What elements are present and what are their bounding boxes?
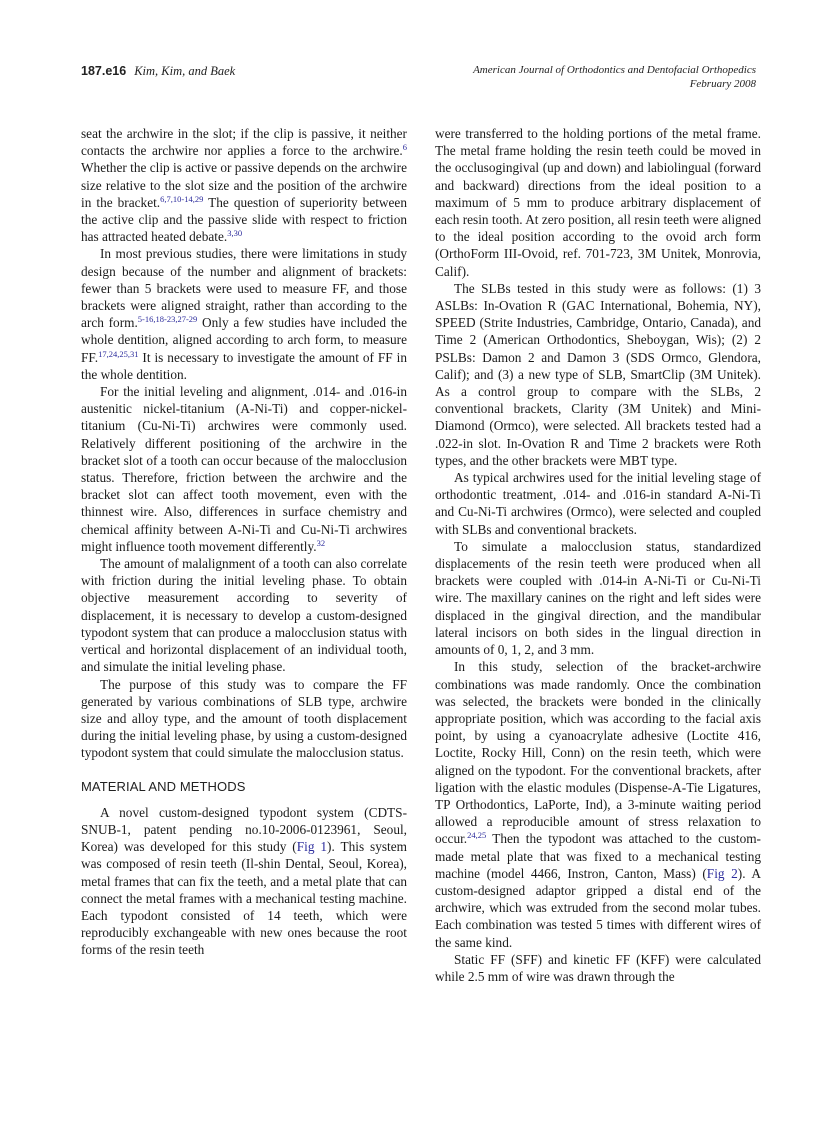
citation-link[interactable]: 32 — [316, 537, 326, 548]
running-authors: Kim, Kim, and Baek — [134, 64, 236, 78]
left-column — [81, 125, 407, 959]
text: It is necessary to investigate the amount of FF in the whole dentition. — [81, 349, 407, 382]
text: seat the archwire in the slot; if the clip is passive, it neither contacts the archwire nor applies a force to the archwire. — [81, 126, 407, 159]
text: A novel custom-designed typodont system (CDTS-SNUB-1, patent pending no.10-2006-0123961, Seoul, Korea) was developed for this study ( — [81, 804, 407, 855]
paragraph-3: As typical archwires used for the initial leveling stage of orthodontic treatment, .014- and .016-in standard A-Ni-Ti and Cu-Ni-Ti archwires (Ormco), were selected and coupled with SLBs and conventional brackets. — [435, 470, 761, 537]
right-column — [435, 125, 761, 985]
header-right — [473, 63, 756, 91]
text: In most previous studies, there were limitations in study design because of the number and alignment of brackets: fewer than 5 brackets were used to measure FF, and those brackets were aligned straight, rather than according to the arch form. — [81, 246, 407, 331]
paragraph-1: were transferred to the holding portions of the metal frame. The metal frame holding the resin teeth could be moved in the occlusogingival (up and down) and labiolingual (forward and backward) directions from the ideal position to a maximum of 5 mm to produce arbitrary displacement of each resin tooth. At zero position, all resin teeth were aligned to the ideal position according to the ovoid arch form (OrthoForm III-Ovoid, ref. 701-723, 3M Unitek, Monrovia, Calif). — [435, 126, 761, 279]
citation-link[interactable]: 5-16,18-23,27-29 — [137, 314, 198, 325]
figure-link[interactable]: Fig 1 — [296, 839, 328, 855]
figure-link[interactable]: Fig 2 — [706, 865, 738, 881]
journal-title: American Journal of Orthodontics and Dentofacial Orthopedics — [473, 64, 756, 76]
text: ). This system was composed of resin teeth (Il-shin Dental, Seoul, Korea), metal frames that can fix the teeth, and a metal plate that can connect the metal frames with a mechanical testing machine. Each typodont consisted of 14 teeth, which were reproducibly exchangeable with new ones because the root forms of the resin teeth — [81, 839, 407, 958]
text: Only a few studies have included the whole dentition, aligned according to arch form, to measure FF. — [81, 315, 407, 365]
section-heading: MATERIAL AND METHODS — [81, 778, 246, 794]
paragraph-2 — [81, 245, 407, 383]
text: Whether the clip is active or passive depends on the archwire size relative to the slot size and the position of the archwire in the bracket. — [81, 160, 407, 210]
text: Then the typodont was attached to the custom-made metal plate that was fixed to a mechanical testing machine (model 4466, Instron, Canton, Mass) ( — [435, 831, 761, 881]
page-number: 187.e16 — [81, 64, 127, 78]
paragraph-3 — [81, 383, 407, 555]
text: For the initial leveling and alignment, .014- and .016-in austenitic nickel-titanium (A-Ni-Ti) and copper-nickel-titanium (Cu-Ni-Ti) archwires were commonly used. Relatively different positioning of the archwire in the bracket slot of a tooth can occur because of the malocclusion status. Therefore, friction between the archwire and the bracket slot can affect tooth movement, even with the thinnest wire. Also, differences in surface chemistry and chemical affinity between A-Ni-Ti and Cu-Ni-Ti archwires might influence tooth movement differently. — [81, 384, 407, 554]
paragraph-2: The SLBs tested in this study were as follows: (1) 3 ASLBs: In-Ovation R (GAC International, Bohemia, NY), SPEED (Strite Industries, Cambridge, Ontario, Canada), and Time 2 (American Orthodontics, Sheboygan, Wis); (2) 2 PSLBs: Damon 2 and Damon 3 (SDS Ormco, Glendora, Calif); and (3) a new type of SLB, SmartClip (3M Unitek). As a control group to compare with the SLBs, 2 conventional brackets, Clarity (3M Unitek) and Mini-Diamond (Ormco), were selected. All brackets tested had a .022-in slot. In-Ovation R and Time 2 brackets were Roth types, and the other brackets were MBT type. — [435, 280, 761, 468]
paragraph-5 — [435, 658, 761, 950]
citation-link[interactable]: 24,25 — [467, 830, 487, 841]
paragraph-6: Static FF (SFF) and kinetic FF (KFF) were calculated while 2.5 mm of wire was drawn through the — [435, 951, 761, 984]
running-header — [81, 62, 756, 102]
text: ). A custom-designed adaptor gripped a distal end of the archwire, which was extruded from the second molar tubes. Each combination was tested 5 times with different wires of the same kind. — [435, 865, 761, 950]
paragraph-4: The amount of malalignment of a tooth can also correlate with friction during the initial leveling phase. To obtain objective measurement according to severity of displacement, it is necessary to develop a custom-designed typodont system that can produce a malocclusion status with vertical and horizontal displacement of an individual tooth, and simulate the initial leveling phase. — [81, 556, 407, 675]
citation-link[interactable]: 3,30 — [227, 228, 243, 239]
text: In this study, selection of the bracket-archwire combinations was made randomly. Once the combination was selected, the brackets were bonded in the clinically appropriate position, which was according to the facial axis point, by using a cyanoacrylate adhesive (Loctite 416, Loctite, Rocky Hill, Conn) on the resin teeth, which were aligned on the typodont. For the conventional brackets, after ligation with the elastic modules (Dispense-A-Tie Ligatures, TP Orthodontics, LaPorte, Ind), a 3-minute waiting period allowed a reproducible amount of stress relaxation to occur. — [435, 659, 761, 847]
paragraph-6 — [81, 804, 407, 959]
paragraph-1 — [81, 125, 407, 245]
paragraph-5: The purpose of this study was to compare the FF generated by various combinations of SLB type, archwire size and alloy type, and the amount of tooth displacement during the initial leveling phase, by using a custom-designed typodont system that could simulate the malocclusion status. — [81, 676, 407, 761]
text: The question of superiority between the active clip and the passive slide with respect to friction has attracted heated debate. — [81, 194, 407, 245]
citation-link[interactable]: 17,24,25,31 — [98, 348, 139, 359]
issue-date: February 2008 — [689, 78, 756, 90]
citation-link[interactable]: 6 — [402, 142, 407, 153]
citation-link[interactable]: 6,7,10-14,29 — [160, 193, 204, 204]
header-left — [81, 62, 235, 80]
paragraph-4: To simulate a malocclusion status, standardized displacements of the resin teeth were produced when all brackets were coupled with .014-in A-Ni-Ti or Cu-Ni-Ti wire. The maxillary canines on the right and left sides were displaced in the gingival direction, and the mandibular lateral incisors on both sides in the lingual direction in amounts of 0, 1, 2, and 3 mm. — [435, 538, 761, 658]
